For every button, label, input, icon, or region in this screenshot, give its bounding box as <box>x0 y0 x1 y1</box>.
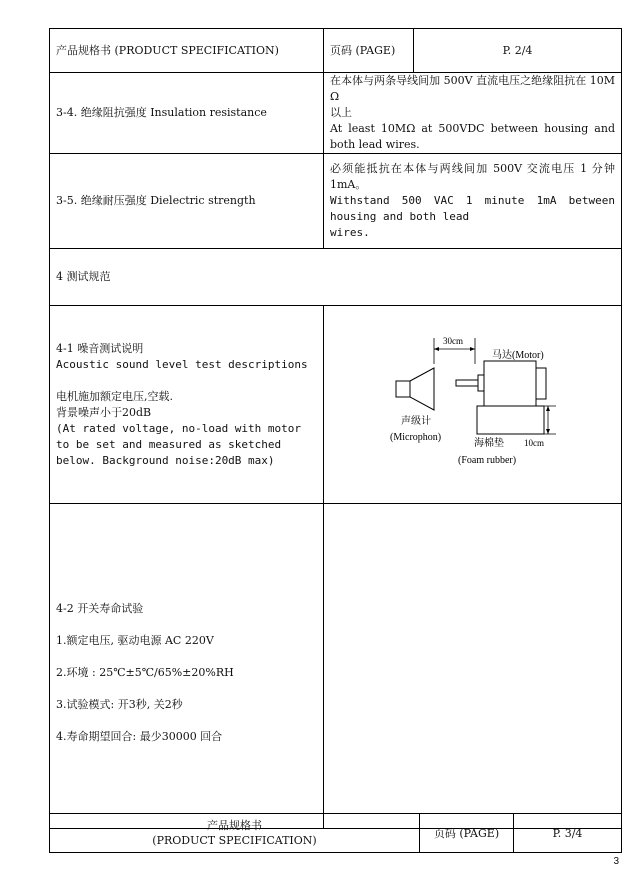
insulation-cn-line1: 在本体与两条导线间加 500V 直流电压之绝缘阻抗在 10M Ω <box>330 74 615 103</box>
life-test-title: 4-2 开关寿命试验 <box>56 602 144 615</box>
microphone-label-en: (Microphon) <box>390 432 442 443</box>
acoustic-diagram-cell <box>324 306 622 504</box>
life-test-blank-cell <box>324 504 622 829</box>
microphone-label-cn: 声级计 <box>401 416 431 427</box>
acoustic-row <box>50 306 622 504</box>
acoustic-title-cn: 4-1 噪音测试说明 <box>56 341 144 355</box>
insulation-cn-line2: 以上 <box>330 106 352 119</box>
life-test-item-3: 3.试验模式: 开3秒, 关2秒 <box>56 698 183 711</box>
footer-title <box>50 814 420 853</box>
life-test-text <box>50 504 324 829</box>
section4-row <box>50 249 622 306</box>
insulation-en-line: At least 10MΩ at 500VDC between housing and both lead wires. <box>330 122 615 151</box>
acoustic-title-en: Acoustic sound level test descriptions <box>56 357 308 371</box>
footer-title-line1: 产品规格书 <box>207 819 262 832</box>
dielectric-text <box>324 154 622 249</box>
acoustic-text <box>50 306 324 504</box>
page-label: 页码 (PAGE) <box>324 29 414 73</box>
foam-label-cn: 海棉垫 <box>474 438 504 449</box>
acoustic-en-text: (At rated voltage, no-load with motor to be set and measured as sketched below. Background noise:20dB max) <box>56 421 302 467</box>
footer-page-label: 页码 (PAGE) <box>420 814 514 853</box>
motor-label: 马达(Motor) <box>492 350 544 361</box>
dielectric-en-line1: Withstand 500 VAC 1 minute 1mA between housing and both lead <box>330 194 615 223</box>
dielectric-cn-line: 必须能抵抗在本体与两线间加 500V 交流电压 1 分钟 1mA。 <box>330 162 615 191</box>
doc-title: 产品规格书 (PRODUCT SPECIFICATION) <box>50 29 324 73</box>
dielectric-en-line2: wires. <box>330 226 370 239</box>
footer-page-value: P. 3/4 <box>514 814 622 853</box>
foam-label-en: (Foam rubber) <box>458 455 517 466</box>
acoustic-cn-line1: 电机施加额定电压,空载. <box>56 389 173 403</box>
page-number: 3 <box>613 856 619 867</box>
footer-title-line2: (PRODUCT SPECIFICATION) <box>152 834 317 847</box>
life-test-row <box>50 504 622 829</box>
life-test-item-2: 2.环境 : 25℃±5℃/65%±20%RH <box>56 666 234 679</box>
foam-rubber-pad <box>477 406 544 434</box>
distance-label: 30cm <box>443 336 463 346</box>
insulation-label: 3-4. 绝缘阻抗强度 Insulation resistance <box>50 73 324 154</box>
insulation-row <box>50 73 622 154</box>
dielectric-label: 3-5. 绝缘耐压强度 Dielectric strength <box>50 154 324 249</box>
height-label: 10cm <box>524 438 544 448</box>
acoustic-cn-line2: 背景噪声小于20dB <box>56 405 152 419</box>
header-row <box>50 29 622 73</box>
dielectric-row <box>50 154 622 249</box>
motor-icon <box>456 361 546 406</box>
spec-table <box>49 28 622 829</box>
acoustic-test-diagram <box>324 306 620 498</box>
page-value: P. 2/4 <box>414 29 622 73</box>
microphone-icon <box>396 368 434 410</box>
section4-title: 4 测试规范 <box>50 249 622 306</box>
footer-table <box>49 813 622 853</box>
life-test-item-4: 4.寿命期望回合: 最少30000 回合 <box>56 730 223 743</box>
life-test-item-1: 1.额定电压, 驱动电源 AC 220V <box>56 634 214 647</box>
insulation-text <box>324 73 622 154</box>
